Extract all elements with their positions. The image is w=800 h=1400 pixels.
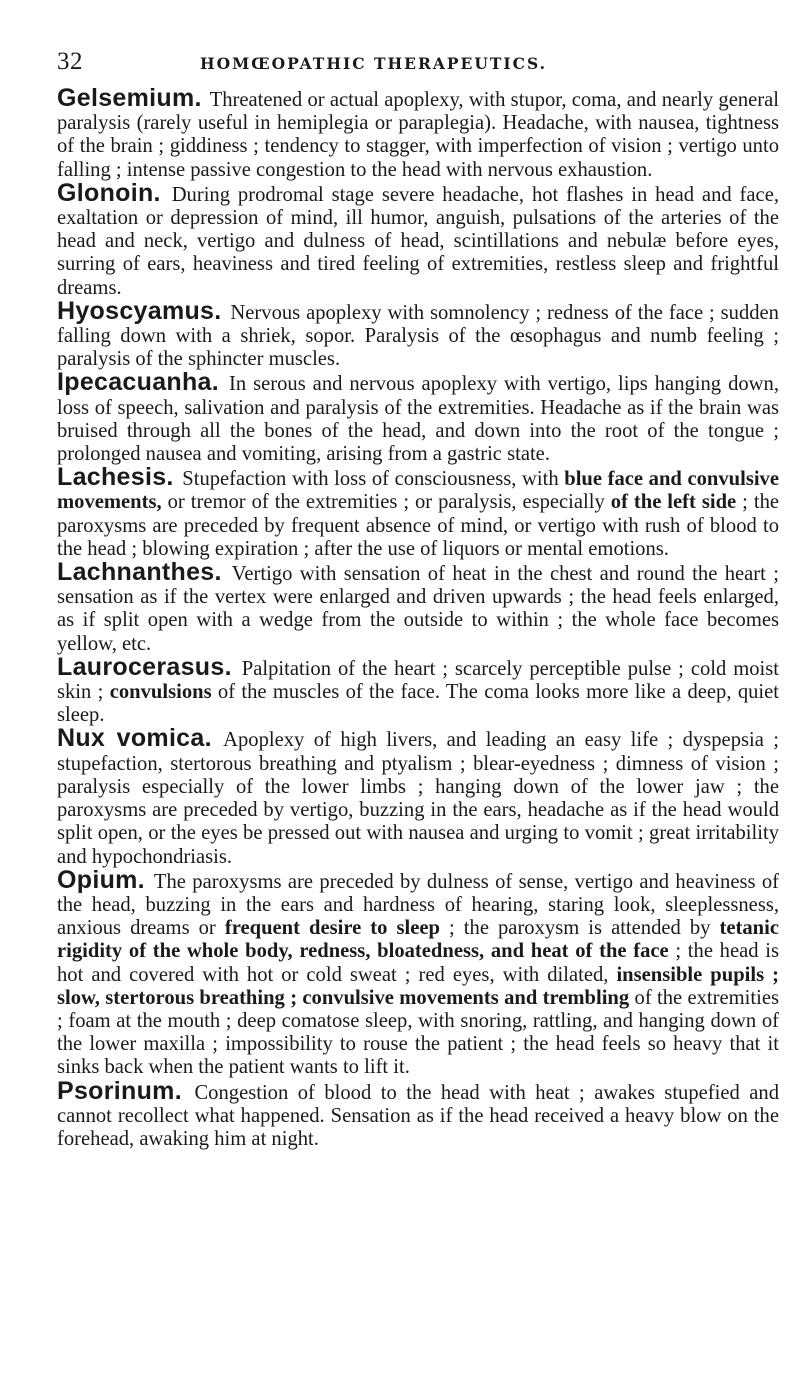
remedy-name: Psorinum.	[57, 1076, 182, 1105]
remedy-text: Apoplexy of high livers, and leading an easy life ; dyspepsia ; stupefaction, stertorous breathing and ptyalism ; blear-eyedness ; dimness of vision ; paralysis especially of the lower limbs ; hanging down of the lower jaw ; the paroxysms are preceded by vertigo, buzzing in the ears, headache as if the head would split open, or the eyes be pressed out with nausea and urging to vomit ; great irritability and hypochondriasis.	[57, 729, 779, 868]
remedy-text-emphasis: blue face and convulsive movements,	[57, 468, 779, 514]
remedy-entry	[57, 1076, 780, 1152]
remedy-entry	[57, 84, 779, 182]
remedy-text: The paroxysms are preceded by dulness of sense, vertigo and heaviness of the head, buzzing in the ears and hardness of hearing, staring look, sleeplessness, anxious dreams or	[57, 870, 779, 940]
remedy-name: Nux vomica.	[57, 724, 212, 753]
remedy-text-emphasis: convulsions	[109, 681, 212, 704]
remedy-entry	[57, 865, 779, 1080]
page-number: 32	[57, 48, 83, 75]
remedy-entry	[57, 296, 779, 372]
remedy-name: Lachesis.	[57, 463, 174, 492]
remedy-text-emphasis: insensible pupils ; slow, stertorous breathing ; convulsive movements and trembling	[57, 963, 779, 1009]
remedy-name: Hyoscyamus.	[57, 296, 222, 325]
remedy-list	[57, 84, 780, 1151]
remedy-text: Nervous apoplexy with somnolency ; redness of the face ; sudden falling down with a shriek, sopor. Paralysis of the œsophagus and numb feeling ; paralysis of the sphincter muscles.	[57, 301, 779, 371]
page-header	[57, 48, 767, 88]
remedy-text-emphasis: of the left side	[610, 491, 737, 514]
remedy-text: ; the head is hot and covered with hot or cold sweat ; red eyes, with dilated,	[57, 940, 779, 986]
remedy-entry	[57, 368, 779, 466]
remedy-text: During prodromal stage severe headache, hot flashes in head and face, exaltation or depression of mind, ill humor, anguish, pulsations of the arteries of the head and neck, vertigo and dulness of head, scintillations and nebulæ before eyes, surring of ears, heaviness and tired feeling of extremities, restless sleep and frightful dreams.	[57, 183, 779, 299]
remedy-text: ; the paroxysms are preceded by frequent absence of mind, or vertigo with rush of blood to the head ; blowing expiration ; after the use of liquors or mental emotions.	[57, 491, 780, 560]
book-page	[57, 48, 780, 1150]
remedy-entry	[57, 463, 780, 561]
remedy-entry	[57, 652, 779, 728]
remedy-name: Lachnanthes.	[57, 558, 222, 587]
remedy-name: Opium.	[57, 865, 145, 894]
remedy-entry	[57, 558, 779, 656]
remedy-text: Vertigo with sensation of heat in the chest and round the heart ; sensation as if the vertex were enlarged and driven upwards ; the head feels enlarged, as if split open with a wedge from the outside to within ; the whole face becomes yellow, etc.	[57, 563, 779, 655]
remedy-text-emphasis: tetanic rigidity of the whole body, redness, bloatedness, and heat of the face	[57, 917, 779, 963]
remedy-text: Congestion of blood to the head with heat ; awakes stupefied and cannot recollect what happened. Sensation as if the head received a heavy blow on the forehead, awaking him at night.	[57, 1081, 780, 1150]
remedy-name: Ipecacuanha.	[57, 368, 219, 397]
remedy-text: of the extremities ; foam at the mouth ; deep comatose sleep, with snoring, rattling, and hanging down of the lower maxilla ; impossibility to rouse the patient ; the head feels so heavy that it sinks back when the patient wants to lift it.	[57, 986, 779, 1079]
remedy-name: Gelsemium.	[57, 84, 202, 112]
remedy-name: Laurocerasus.	[57, 652, 232, 681]
remedy-entry	[57, 178, 779, 300]
remedy-name: Glonoin.	[57, 178, 161, 207]
remedy-entry	[57, 724, 779, 868]
remedy-text-emphasis: frequent desire to sleep	[224, 917, 440, 940]
running-head: HOMŒOPATHIC THERAPEUTICS.	[200, 54, 548, 73]
remedy-text: or tremor of the extremities ; or paralysis, especially	[161, 491, 611, 514]
remedy-text: Stupefaction with loss of consciousness, with	[182, 468, 565, 491]
remedy-text: In serous and nervous apoplexy with vertigo, lips hanging down, loss of speech, salivation and paralysis of the extremities. Headache as if the brain was bruised through all the bones of the head, and down into the root of the tongue ; prolonged nausea and vomiting, arising from a gastric state.	[57, 373, 779, 466]
remedy-text: of the muscles of the face. The coma looks more like a deep, quiet sleep.	[57, 681, 779, 727]
remedy-text: ; the paroxysm is attended by	[439, 917, 720, 940]
remedy-text: Palpitation of the heart ; scarcely perceptible pulse ; cold moist skin ;	[57, 657, 779, 704]
remedy-text: Threatened or actual apoplexy, with stupor, coma, and nearly general paralysis (rarely useful in hemiplegia or paraplegia). Headache, with nausea, tightness of the brain ; giddiness ; tendency to stagger, with imperfection of vision ; vertigo unto falling ; intense passive congestion to the head with nervous exhaustion.	[57, 89, 779, 181]
